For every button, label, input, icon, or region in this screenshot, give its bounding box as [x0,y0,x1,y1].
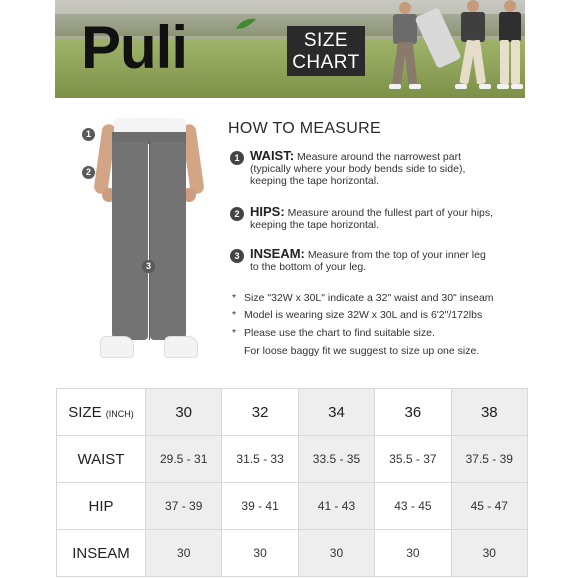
measure-item-hips [230,206,530,231]
note-line: * Please use the chart to find suitable size. [232,327,435,339]
measure-heading: HIPS: [250,204,285,219]
table-cell: 39 - 41 [222,483,298,530]
table-cell: 29.5 - 31 [146,436,222,483]
asterisk: * [232,327,237,339]
table-row [57,389,528,436]
size-cell: 34 [298,389,374,436]
size-cell: 30 [146,389,222,436]
table-cell: 30 [451,530,527,577]
asterisk: * [232,292,237,304]
table-cell: 31.5 - 33 [222,436,298,483]
number-badge: 3 [230,249,244,263]
size-chart-line2: CHART [292,52,360,73]
measure-text: Measure from the top of your inner leg [307,249,486,261]
number-badge: 2 [230,207,244,221]
table-cell: 43 - 45 [375,483,451,530]
table-row [57,483,528,530]
row-label: WAIST [57,436,146,483]
brand-logo: Puli [81,14,188,81]
measure-text: to the bottom of your leg. [250,261,367,273]
measure-item-inseam [230,248,530,273]
table-cell: 30 [375,530,451,577]
table-cell: 45 - 47 [451,483,527,530]
measure-text: Measure around the narrowest part [296,151,461,163]
number-badge: 1 [230,151,244,165]
measure-text: Measure around the fullest part of your hips, [287,207,494,219]
pants-model-illustration [78,118,218,368]
golfer-figure [495,0,525,92]
measure-heading: INSEAM: [250,246,305,261]
measure-text: keeping the tape horizontal. [250,219,380,231]
note-line: * Size "32W x 30L" indicate a 32" waist and 30" inseam [232,292,494,304]
table-cell: 35.5 - 37 [375,436,451,483]
size-header-cell: SIZE (INCH) [57,389,146,436]
note-line: For loose baggy fit we suggest to size up one size. [244,345,480,357]
table-cell: 37 - 39 [146,483,222,530]
table-cell: 30 [298,530,374,577]
row-label: INSEAM [57,530,146,577]
note-line: * Model is wearing size 32W x 30L and is 6'2"/172lbs [232,309,483,321]
table-cell: 30 [146,530,222,577]
table-row [57,436,528,483]
measure-item-waist [230,150,530,187]
row-label: HIP [57,483,146,530]
inseam-marker: 3 [142,260,155,273]
size-chart-badge [287,26,365,76]
size-cell: 36 [375,389,451,436]
measure-text: (typically where your body bends side to side), [250,163,466,175]
hip-marker: 2 [82,166,95,179]
asterisk: * [232,309,237,321]
how-to-measure-title: HOW TO MEASURE [228,120,381,137]
measure-text: keeping the tape horizontal. [250,175,380,187]
table-cell: 30 [222,530,298,577]
table-cell: 33.5 - 35 [298,436,374,483]
size-cell: 38 [451,389,527,436]
size-cell: 32 [222,389,298,436]
leaf-icon [235,18,257,30]
table-row [57,530,528,577]
table-cell: 41 - 43 [298,483,374,530]
table-cell: 37.5 - 39 [451,436,527,483]
measure-heading: WAIST: [250,148,295,163]
header-banner [55,0,525,98]
size-table [56,388,528,577]
size-chart-line1: SIZE [303,30,349,51]
golfer-figure [453,0,493,92]
waist-marker: 1 [82,128,95,141]
